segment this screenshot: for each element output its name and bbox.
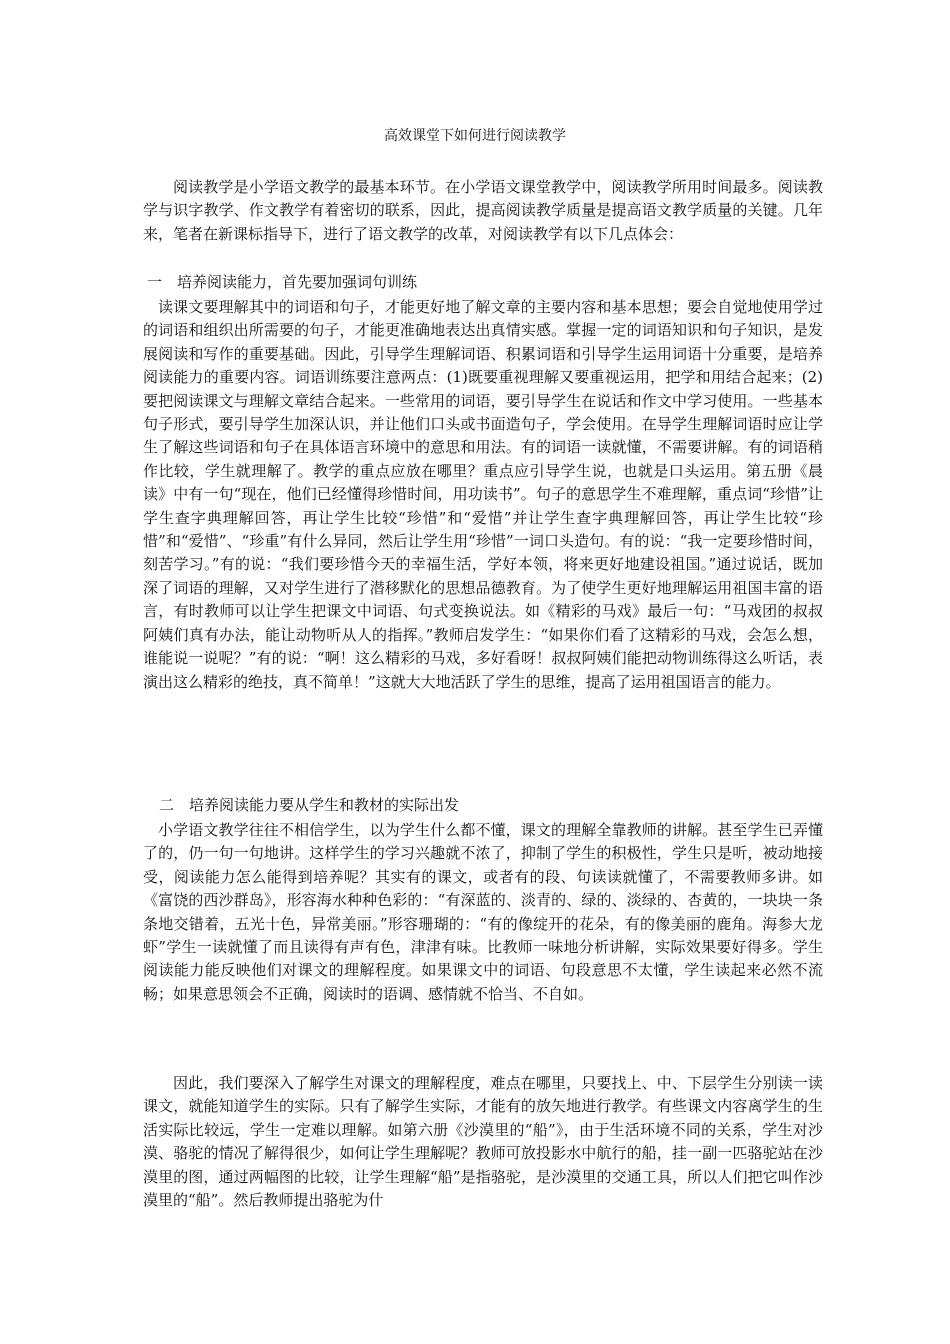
section-1-heading: 一 培养阅读能力，首先要加强词句训练: [147, 273, 418, 291]
document-title: 高效课堂下如何进行阅读教学: [384, 128, 566, 144]
intro-paragraph: 阅读教学是小学语文教学的最基本环节。在小学语文课堂教学中，阅读教学所用时间最多。阅读教学与识字教学、作文教学有着密切的联系，因此，提高阅读教学质量是提高语文教学质量的关键。几年来，笔者在新课标指导下，进行了语文教学的改革，对阅读教学有以下几点体会：: [143, 178, 823, 243]
section-2-body-continued: 因此，我们要深入了解学生对课文的理解程度，难点在哪里，只要找上、中、下层学生分别读一读课文，就能知道学生的实际。只有了解学生实际，才能有的放矢地进行教学。有些课文内容离学生的生活实际比较远，学生一定难以理解。如第六册《沙漠里的“船”》，由于生活环境不同的关系，学生对沙漠、骆驼的情况了解得很少，如何让学生理解呢？教师可放投影水中航行的船，挂一副一匹骆驼站在沙漠里的图，通过两幅图的比较，让学生理解“船”是指骆驼，是沙漠里的交通工具，所以人们把它叫作沙漠里的“船”。然后教师提出骆驼为什: [143, 1074, 823, 1210]
section-1-body: 读课文要理解其中的词语和句子，才能更好地了解文章的主要内容和基本思想；要会自觉地使用学过的词语和组织出所需要的句子，才能更准确地表达出真情实感。掌握一定的词语知识和句子知识，是发展阅读和写作的重要基础。因此，引导学生理解词语、积累词语和引导学生运用词语十分重要，是培养阅读能力的重要内容。词语训练要注意两点：(1)既要重视理解又要重视运用，把学和用结合起来；(2)要把阅读课文与理解文章结合起来。一些常用的词语，要引导学生在说话和作文中学习使用。一些基本句子形式，要引导学生加深认识，并让他们口头或书面造句子，学会使用。在导学生理解词语时应让学生了解这些词语和句子在具体语言环境中的意思和用法。有的词语一读就懂，不需要讲解。有的词语稍作比较，学生就理解了。教学的重点应放在哪里？重点应引导学生说，也就是口头运用。第五册《晨读》中有一句“现在，他们已经懂得珍惜时间，用功读书”。句子的意思学生不难理解，重点词“珍惜”让学生查字典理解回答，再让学生比较“珍惜”和“爱惜”并让学生查字典理解回答，再让学生比较“珍惜”和“爱惜”、“珍重”有什么异同，然后让学生用“珍惜”一词口头造句。有的说：“我一定要珍惜时间，刻苦学习。”有的说：“我们要珍惜今天的幸福生活，学好本领，将来更好地建设祖国。”通过说话，既加深了词语的理解，又对学生进行了潜移默化的思想品德教育。为了使学生更好地理解运用祖国丰富的语言，有时教师可以让学生把课文中词语、句式变换说法。如《精彩的马戏》最后一句：“马戏团的叔叔阿姨们真有办法，能让动物听从人的指挥。”教师启发学生：“如果你们看了这精彩的马戏，会怎么想，谁能说一说呢？”有的说：“啊！这么精彩的马戏，多好看呀！叔叔阿姨们能把动物训练得这么听话，表演出这么精彩的绝技，真不简单！”这就大大地活跃了学生的思维，提高了运用祖国语言的能力。: [143, 298, 823, 691]
section-2-heading: 二 培养阅读能力要从学生和教材的实际出发: [159, 796, 460, 814]
section-2-body: 小学语文教学往往不相信学生，以为学生什么都不懂，课文的理解全靠教师的讲解。甚至学生已弄懂了的，仍一句一句地讲。这样学生的学习兴趣就不浓了，抑制了学生的积极性，学生只是听，被动地接受，阅读能力怎么能得到培养呢？其实有的课文，或者有的段、句读读就懂了，不需要教师多讲。如《富饶的西沙群岛》，形容海水种种色彩的：“有深蓝的、淡青的、绿的、淡绿的、杏黄的，一块块一条条地交错着，五光十色，异常美丽。”形容珊瑚的：“有的像绽开的花朵，有的像美丽的鹿角。海参大龙虾”学生一读就懂了而且读得有声有色，津津有味。比教师一味地分析讲解，实际效果要好得多。学生阅读能力能反映他们对课文的理解程度。如果课文中的词语、句段意思不太懂，学生读起来必然不流畅；如果意思领会不正确，阅读时的语调、感情就不恰当、不自如。: [143, 821, 823, 1003]
